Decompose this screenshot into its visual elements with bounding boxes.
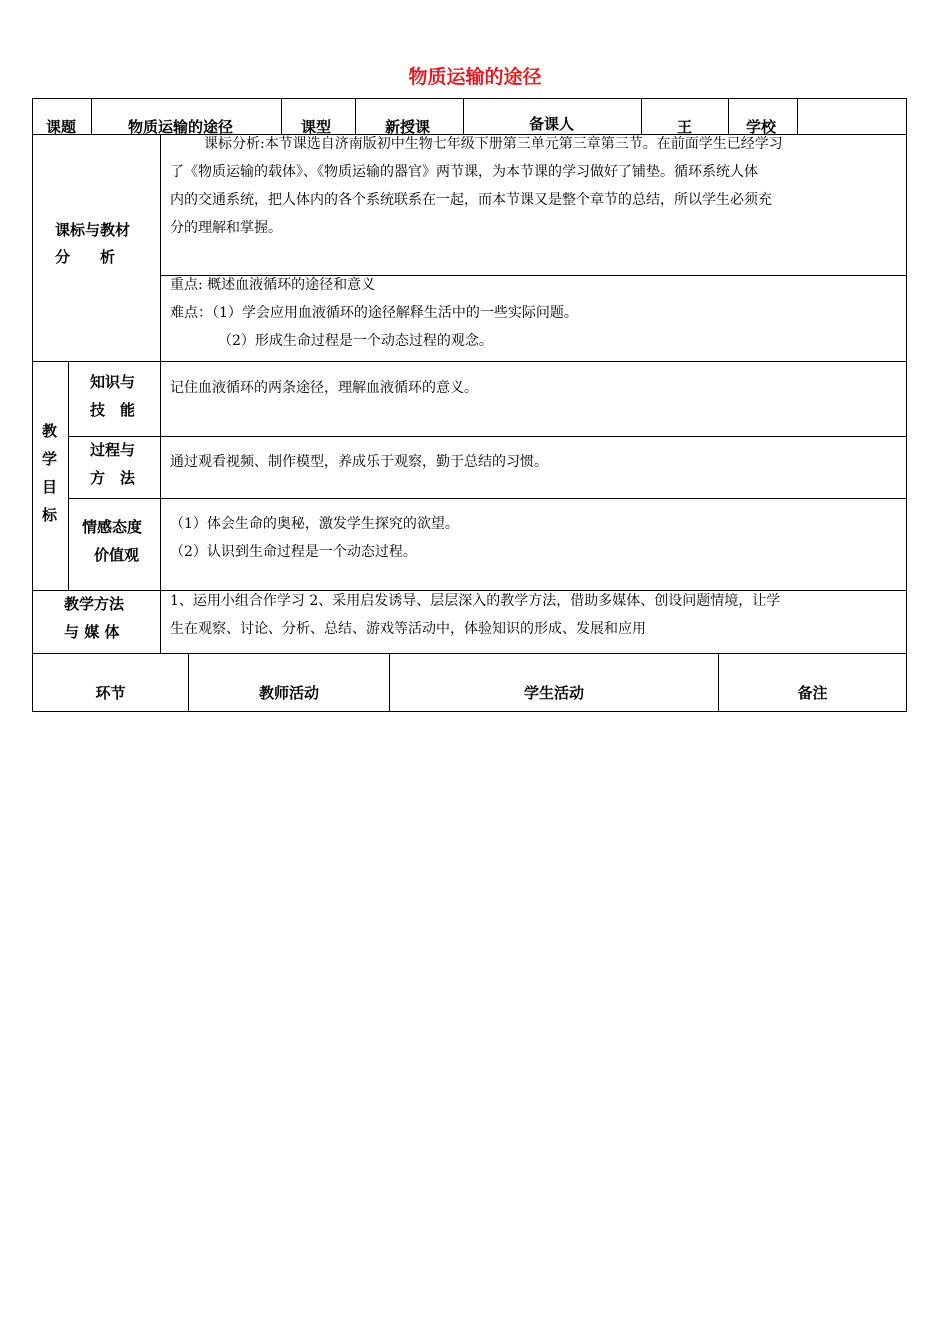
emotion-text-2: （2）认识到生命过程是一个动态过程。	[170, 544, 417, 560]
analysis-paragraph-line-3: 内的交通系统，把人体内的各个系统联系在一起，而本节课又是整个章节的总结，所以学生必须充	[170, 192, 772, 208]
emotion-label-line2: 价值观	[94, 546, 140, 564]
knowledge-text: 记住血液循环的两条途径，理解血液循环的意义。	[170, 380, 478, 396]
knowledge-label-line1: 知识与	[90, 373, 136, 391]
preparer-label: 备课人	[529, 115, 575, 133]
document-title: 物质运输的途径	[408, 66, 542, 88]
process-text: 通过观看视频、制作模型，养成乐于观察，勤于总结的习惯。	[170, 454, 548, 470]
analysis-paragraph-line-2: 了《物质运输的载体》、《物质运输的器官》两节课，为本节课的学习做好了铺垫。循环系统人体	[170, 164, 758, 180]
methods-text-2: 生在观察、讨论、分析、总结、游戏等活动中，体验知识的形成、发展和应用	[170, 621, 646, 637]
topic-value: 物质运输的途径	[128, 118, 234, 136]
analysis-label-line1: 课标与教材	[55, 221, 131, 239]
emotion-text-1: （1）体会生命的奥秘，激发学生探究的欲望。	[170, 516, 459, 532]
objectives-label-char-4: 标	[42, 506, 58, 524]
difficulty-2: （2）形成生命过程是一个动态过程的观念。	[218, 333, 493, 349]
analysis-label-line2: 分 析	[55, 248, 116, 266]
methods-label-line1: 教学方法	[64, 595, 125, 613]
difficulty-1: 难点：（1）学会应用血液循环的途径解释生活中的一些实际问题。	[170, 305, 578, 321]
column-header-notes: 备注	[797, 684, 828, 702]
analysis-paragraph-line-1: 课标分析:本节课选自济南版初中生物七年级下册第三单元第三章第三节。在前面学生已经学习	[204, 136, 783, 152]
methods-text-1: 1、运用小组合作学习 2、采用启发诱导、层层深入的教学方法，借助多媒体、创设问题情境，让学	[170, 593, 781, 609]
objectives-label-char-3: 目	[42, 478, 58, 496]
key-point: 重点: 概述血液循环的途径和意义	[170, 277, 376, 293]
column-header-stage: 环节	[95, 684, 126, 702]
objectives-label-char-2: 学	[42, 450, 58, 468]
methods-label-line2: 与 媒 体	[64, 623, 120, 641]
topic-label: 课题	[46, 118, 77, 136]
process-label-line1: 过程与	[90, 441, 136, 459]
knowledge-label-line2: 技 能	[90, 401, 136, 419]
school-label: 学校	[746, 118, 777, 136]
preparer-value: 王	[677, 118, 693, 136]
column-header-student-activity: 学生活动	[523, 684, 584, 702]
type-value: 新授课	[385, 118, 431, 136]
emotion-label-line1: 情感态度	[82, 518, 143, 536]
objectives-label-char-1: 教	[42, 422, 58, 440]
analysis-paragraph-line-4: 分的理解和掌握。	[170, 220, 282, 236]
type-label: 课型	[301, 118, 332, 136]
process-label-line2: 方 法	[90, 469, 136, 487]
column-header-teacher-activity: 教师活动	[258, 684, 319, 702]
